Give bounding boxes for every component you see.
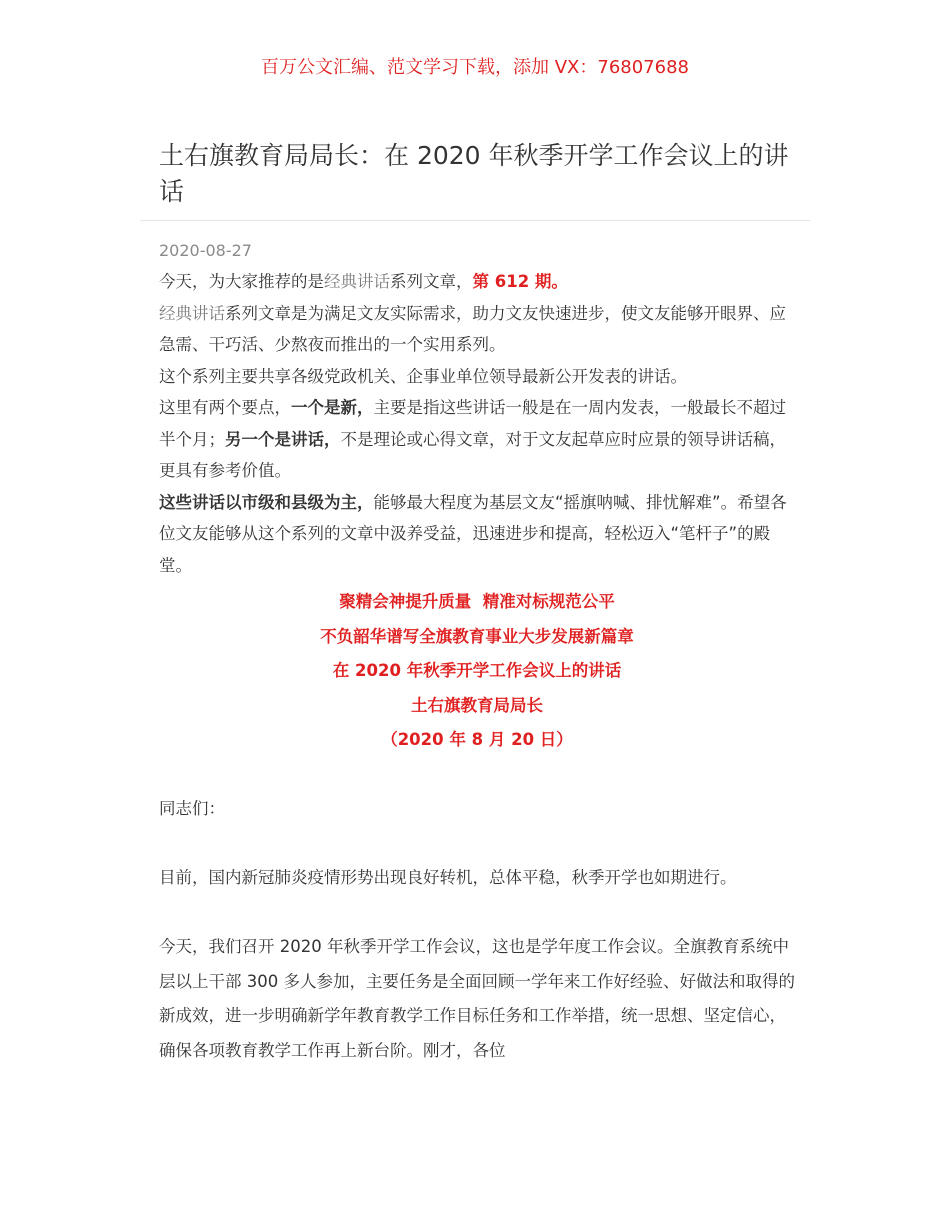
series-name: 经典讲话 [159,303,225,323]
speech-paragraph-2: 今天，我们召开 2020 年秋季开学工作会议，这也是学年度工作会议。全旗教育系统中层以上干部 300 多人参加，主要任务是全面回顾一学年来工作好经验、好做法和取得的新成效，进一步明确新学年教育教学工作目标任务和工作举措，统一思想、坚定信心，确保各项教育教学工作再上新台阶。刚才，各位 [159,937,795,1060]
salutation: 同志们： [159,799,225,818]
promo-banner: 百万公文汇编、范文学习下载，添加 VX：76807688 [261,57,689,78]
intro-section [159,266,795,581]
title-divider [140,220,810,221]
intro-paragraph-2: 经典讲话系列文章是为满足文友实际需求，助力文友快速进步，使文友能够开眼界、应急需、干巧活、少熬夜而推出的一个实用系列。 [159,303,786,354]
publish-date: 2020-08-27 [159,241,252,260]
intro-paragraph-4: 这里有两个要点，一个是新，主要是指这些讲话一般是在一周内发表，一般最长不超过半个月；另一个是讲话，不是理论或心得文章，对于文友起草应时应景的领导讲话稿，更具有参考价值。 [159,398,786,480]
speech-header [159,585,795,758]
article-title: 土右旗教育局局长：在 2020 年秋季开学工作会议上的讲话 [159,141,789,206]
speech-headline-2: 不负韶华谱写全旗教育事业大步发展新篇章 [320,626,634,646]
article-body [159,266,795,1068]
speech-paragraph-1: 目前，国内新冠肺炎疫情形势出现良好转机，总体平稳，秋季开学也如期进行。 [159,868,737,887]
speech-headline-1: 聚精会神提升质量 精准对标规范公平 [339,592,615,611]
issue-number: 第 612 期。 [472,272,568,291]
intro-paragraph-3: 这个系列主要共享各级党政机关、企事业单位领导最新公开发表的讲话。 [159,366,687,386]
series-name: 经典讲话 [324,272,390,291]
speaker-title: 土右旗教育局局长 [411,695,543,715]
intro-paragraph-1: 今天，为大家推荐的是经典讲话系列文章，第 612 期。 [159,272,568,291]
speech-body [159,758,795,1069]
speech-subtitle: 在 2020 年秋季开学工作会议上的讲话 [332,661,622,680]
speech-date: （2020 年 8 月 20 日） [381,730,573,749]
intro-paragraph-5: 这些讲话以市级和县级为主，能够最大程度为基层文友“摇旗呐喊、排忧解难”。希望各位文友能够从这个系列的文章中汲养受益，迅速进步和提高，轻松迈入“笔杆子”的殿堂。 [159,492,787,575]
